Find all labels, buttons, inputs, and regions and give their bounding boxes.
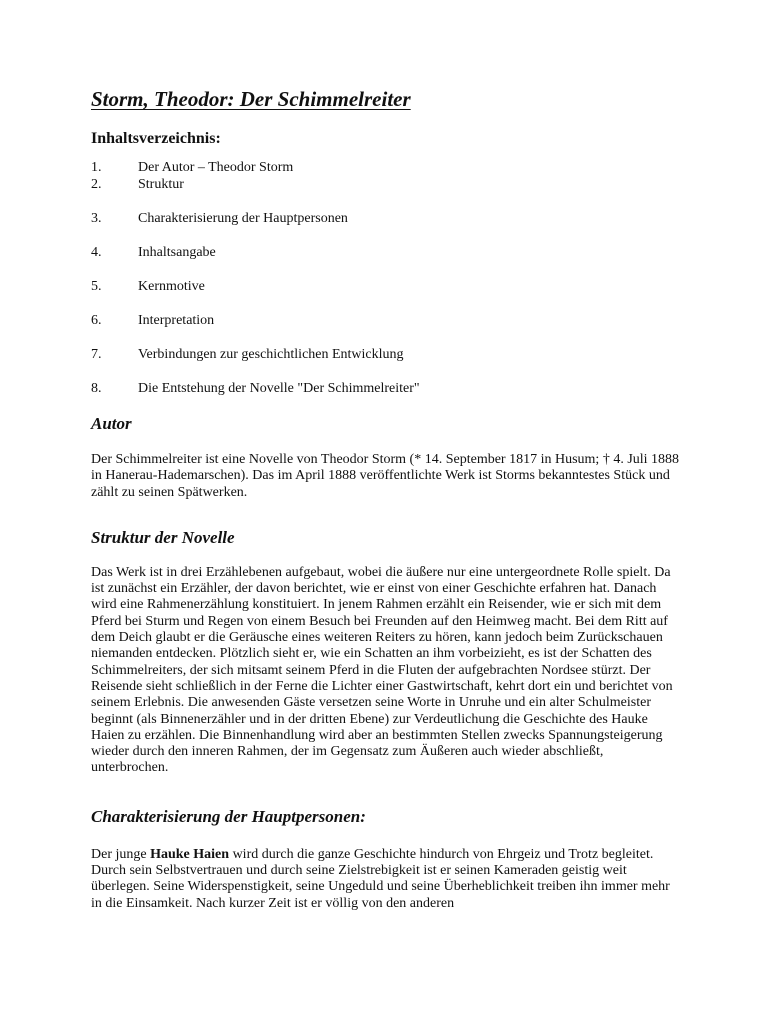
toc-item: [91, 380, 681, 397]
paragraph-text: wird durch die ganze Geschichte hindurch von Ehrgeiz und Trotz begleitet. Durch sein Selbstvertrauen und durch seine Zielstrebigkeit ist er seinen Kameraden geistig weit überlegen. Seine Widerspenstigkeit, seine Ungeduld und seine Überheblichkeit treiben ihn immer mehr in die Einsamkeit. Nach kurzer Zeit ist er völlig von den anderen: [91, 846, 670, 911]
toc-item: [91, 210, 681, 227]
paragraph-autor: Der Schimmelreiter ist eine Novelle von Theodor Storm (* 14. September 1817 in Husum; † 4. Juli 1888 in Hanerau-Hademarschen). Das im April 1888 veröffentlichte Werk ist Storms bekanntestes Stück und zählt zu seinen Spätwerken.: [91, 452, 680, 500]
toc-item-number: 8.: [91, 381, 102, 396]
character-name: Hauke Haien: [150, 846, 230, 862]
toc-item-number: 5.: [91, 279, 102, 294]
toc-item-number: 6.: [91, 313, 102, 328]
toc-item: [91, 278, 681, 295]
table-of-contents: [91, 159, 681, 397]
toc-item: [91, 244, 681, 261]
document-page: [91, 86, 681, 912]
toc-item-label: Inhaltsangabe: [138, 245, 216, 260]
document-title: Storm, Theodor: Der Schimmelreiter: [91, 87, 411, 111]
toc-item-number: 7.: [91, 347, 102, 362]
paragraph-text: Der junge: [91, 846, 151, 862]
section-heading-charakterisierung: Charakterisierung der Hauptpersonen:: [91, 806, 366, 826]
toc-item: [91, 176, 681, 193]
toc-item-label: Struktur: [138, 177, 184, 192]
toc-item-label: Verbindungen zur geschichtlichen Entwicklung: [138, 347, 404, 362]
toc-item: [91, 312, 681, 329]
toc-item-label: Die Entstehung der Novelle "Der Schimmelreiter": [138, 381, 420, 396]
toc-heading: Inhaltsverzeichnis:: [91, 130, 221, 147]
toc-item-label: Charakterisierung der Hauptpersonen: [138, 211, 348, 226]
toc-item-number: 3.: [91, 211, 102, 226]
paragraph-struktur: Das Werk ist in drei Erzählebenen aufgebaut, wobei die äußere nur eine untergeordnete Rolle spielt. Da ist zunächst ein Erzähler, der davon berichtet, wie er einst von einer Geschichte erfahren hat. Danach wird eine Rahmenerzählung konstituiert. In jenem Rahmen erzählt ein Reisender, wie er sich mit dem Pferd bei Sturm und Regen von einem Besuch bei Freunden auf den Heimweg macht. Bei dem Ritt auf dem Deich glaubt er die Geräusche eines weiteren Reiters zu hören, kann jedoch beim Zurückschauen niemanden entdecken. Plötzlich sieht er, wie ein Schatten an ihm vorbeizieht, es ist der Schatten des Schimmelreiters, der sich mitsamt seinem Pferd in die Fluten der aufgebrachten Nordsee stürzt. Der Reisende sieht schließlich in der Ferne die Lichter einer Gastwirtschaft, kehrt dort ein und berichtet von seinem Erlebnis. Die anwesenden Gäste versetzen seine Worte in Unruhe und ein alter Schulmeister beginnt (als Binnenerzähler und in der dritten Ebene) zur Verdeutlichung die Geschichte des Hauke Haien zu erzählen. Die Binnenhandlung wird aber an bestimmten Stellen zwecks Spannungsteigerung wieder durch den inneren Rahmen, der im Gegensatz zum Äußeren auch wieder abschließt, unterbrochen.: [91, 564, 673, 776]
toc-item-number: 4.: [91, 245, 102, 260]
toc-item-label: Kernmotive: [138, 279, 205, 294]
toc-item: [91, 346, 681, 363]
toc-item-label: Interpretation: [138, 313, 215, 328]
section-heading-autor: Autor: [91, 414, 132, 433]
section-heading-struktur: Struktur der Novelle: [91, 527, 235, 547]
toc-item-number: 2.: [91, 177, 102, 192]
toc-item: [91, 159, 681, 176]
toc-item-label: Der Autor – Theodor Storm: [138, 160, 294, 175]
toc-item-number: 1.: [91, 160, 102, 175]
paragraph-charakterisierung: [91, 847, 681, 912]
